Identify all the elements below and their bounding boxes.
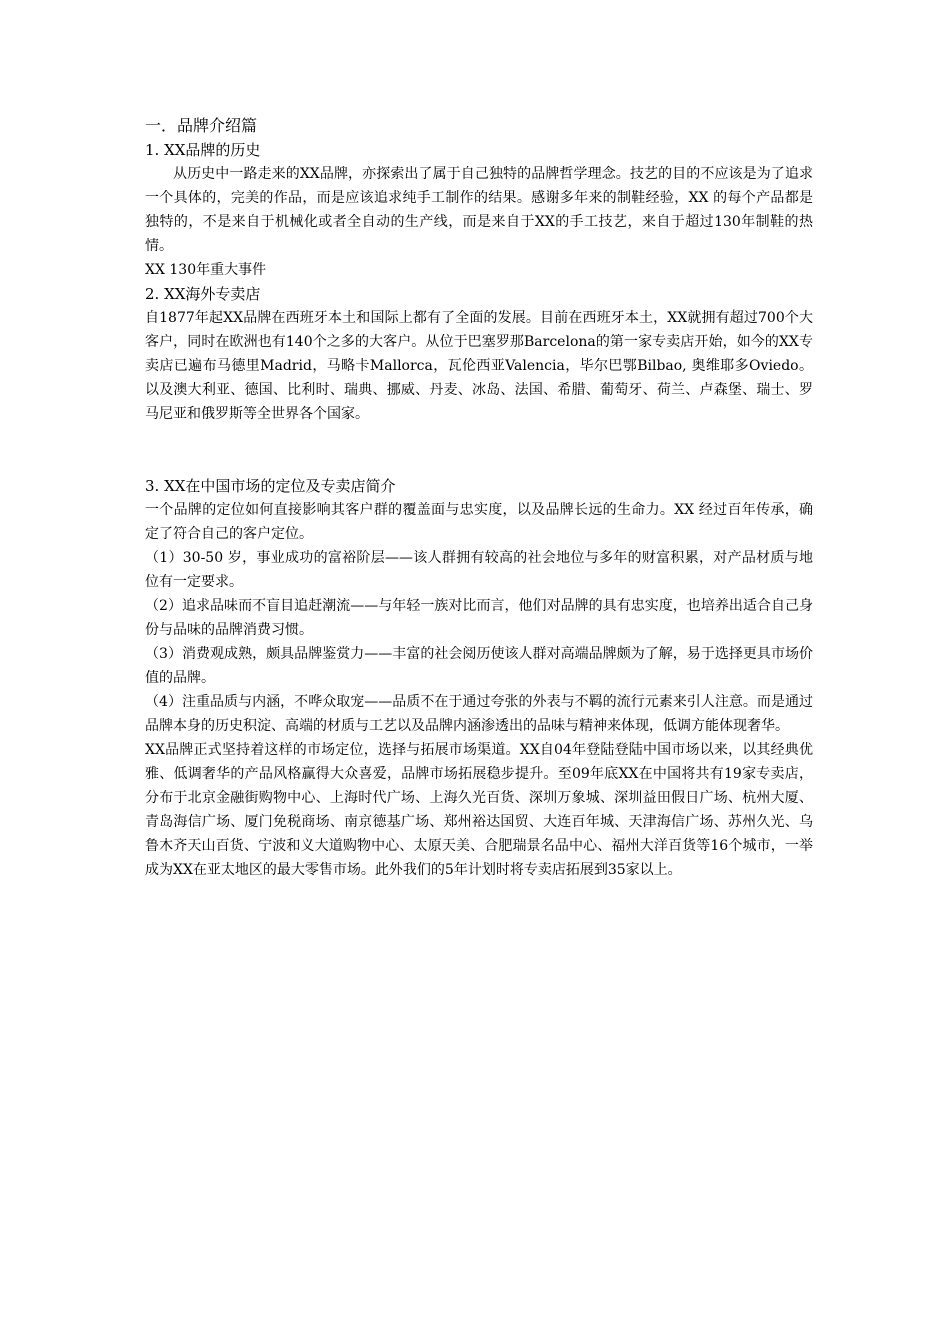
positioning-point-4: （4）注重品质与内涵，不哗众取宠——品质不在于通过夸张的外表与不羁的流行元素来引人注意。而是通过品牌本身的历史积淀、高端的材质与工艺以及品牌内涵渗透出的品味与精神来体现，低调方能体现奢华。 [145, 694, 813, 734]
positioning-point-1: （1）30-50 岁，事业成功的富裕阶层——该人群拥有较高的社会地位与多年的财富积累，对产品材质与地位有一定要求。 [145, 550, 813, 590]
spacer [145, 426, 813, 474]
section-title: 一．品牌介绍篇 [145, 116, 258, 135]
events-line: XX 130年重大事件 [145, 262, 267, 278]
china-market-intro: 一个品牌的定位如何直接影响其客户群的覆盖面与忠实度，以及品牌长远的生命力。XX 经过百年传承，确定了符合自己的客户定位。 [145, 502, 813, 542]
history-paragraph: 从历史中一路走来的XX品牌，亦探索出了属于自己独特的品牌哲学理念。技艺的目的不应该是为了追求一个具体的，完美的作品，而是应该追求纯手工制作的结果。感谢多年来的制鞋经验，XX 的每个产品都是独特的，不是来自于机械化或者全自动的生产线，而是来自于XX的手工技艺，来自于超过130年制鞋的热情。 [145, 166, 813, 254]
overseas-stores-heading: 2. XX海外专卖店 [145, 285, 261, 303]
china-market-heading: 3. XX在中国市场的定位及专卖店简介 [145, 477, 396, 495]
document-page [145, 114, 813, 882]
positioning-point-3: （3）消费观成熟，颇具品牌鉴赏力——丰富的社会阅历使该人群对高端品牌颇为了解，易于选择更具市场价值的品牌。 [145, 646, 813, 686]
positioning-point-2: （2）追求品味而不盲目追赶潮流——与年轻一族对比而言，他们对品牌的具有忠实度，也培养出适合自己身份与品味的品牌消费习惯。 [145, 598, 813, 638]
china-market-closing: XX品牌正式坚持着这样的市场定位，选择与拓展市场渠道。XX自04年登陆登陆中国市场以来，以其经典优雅、低调奢华的产品风格赢得大众喜爱，品牌市场拓展稳步提升。至09年底XX在中国将共有19家专卖店，分布于北京金融街购物中心、上海时代广场、上海久光百货、深圳万象城、深圳益田假日广场、杭州大厦、青岛海信广场、厦门免税商场、南京德基广场、郑州裕达国贸、大连百年城、天津海信广场、苏州久光、乌鲁木齐天山百货、宁波和义大道购物中心、太原天美、合肥瑞景名品中心、福州大洋百货等16个城市，一举成为XX在亚太地区的最大零售市场。此外我们的5年计划时将专卖店拓展到35家以上。 [145, 742, 813, 878]
overseas-stores-paragraph: 自1877年起XX品牌在西班牙本土和国际上都有了全面的发展。目前在西班牙本土，XX就拥有超过700个大客户，同时在欧洲也有140个之多的大客户。从位于巴塞罗那Barcelona的第一家专卖店开始，如今的XX专卖店已遍布马德里Madrid，马略卡Mallorca，瓦伦西亚Valencia，毕尔巴鄂Bilbao, 奥维耶多Oviedo。以及澳大利亚、德国、比利时、瑞典、挪威、丹麦、冰岛、法国、希腊、葡萄牙、荷兰、卢森堡、瑞士、罗马尼亚和俄罗斯等全世界各个国家。 [145, 310, 813, 422]
history-heading: 1. XX品牌的历史 [145, 141, 261, 159]
